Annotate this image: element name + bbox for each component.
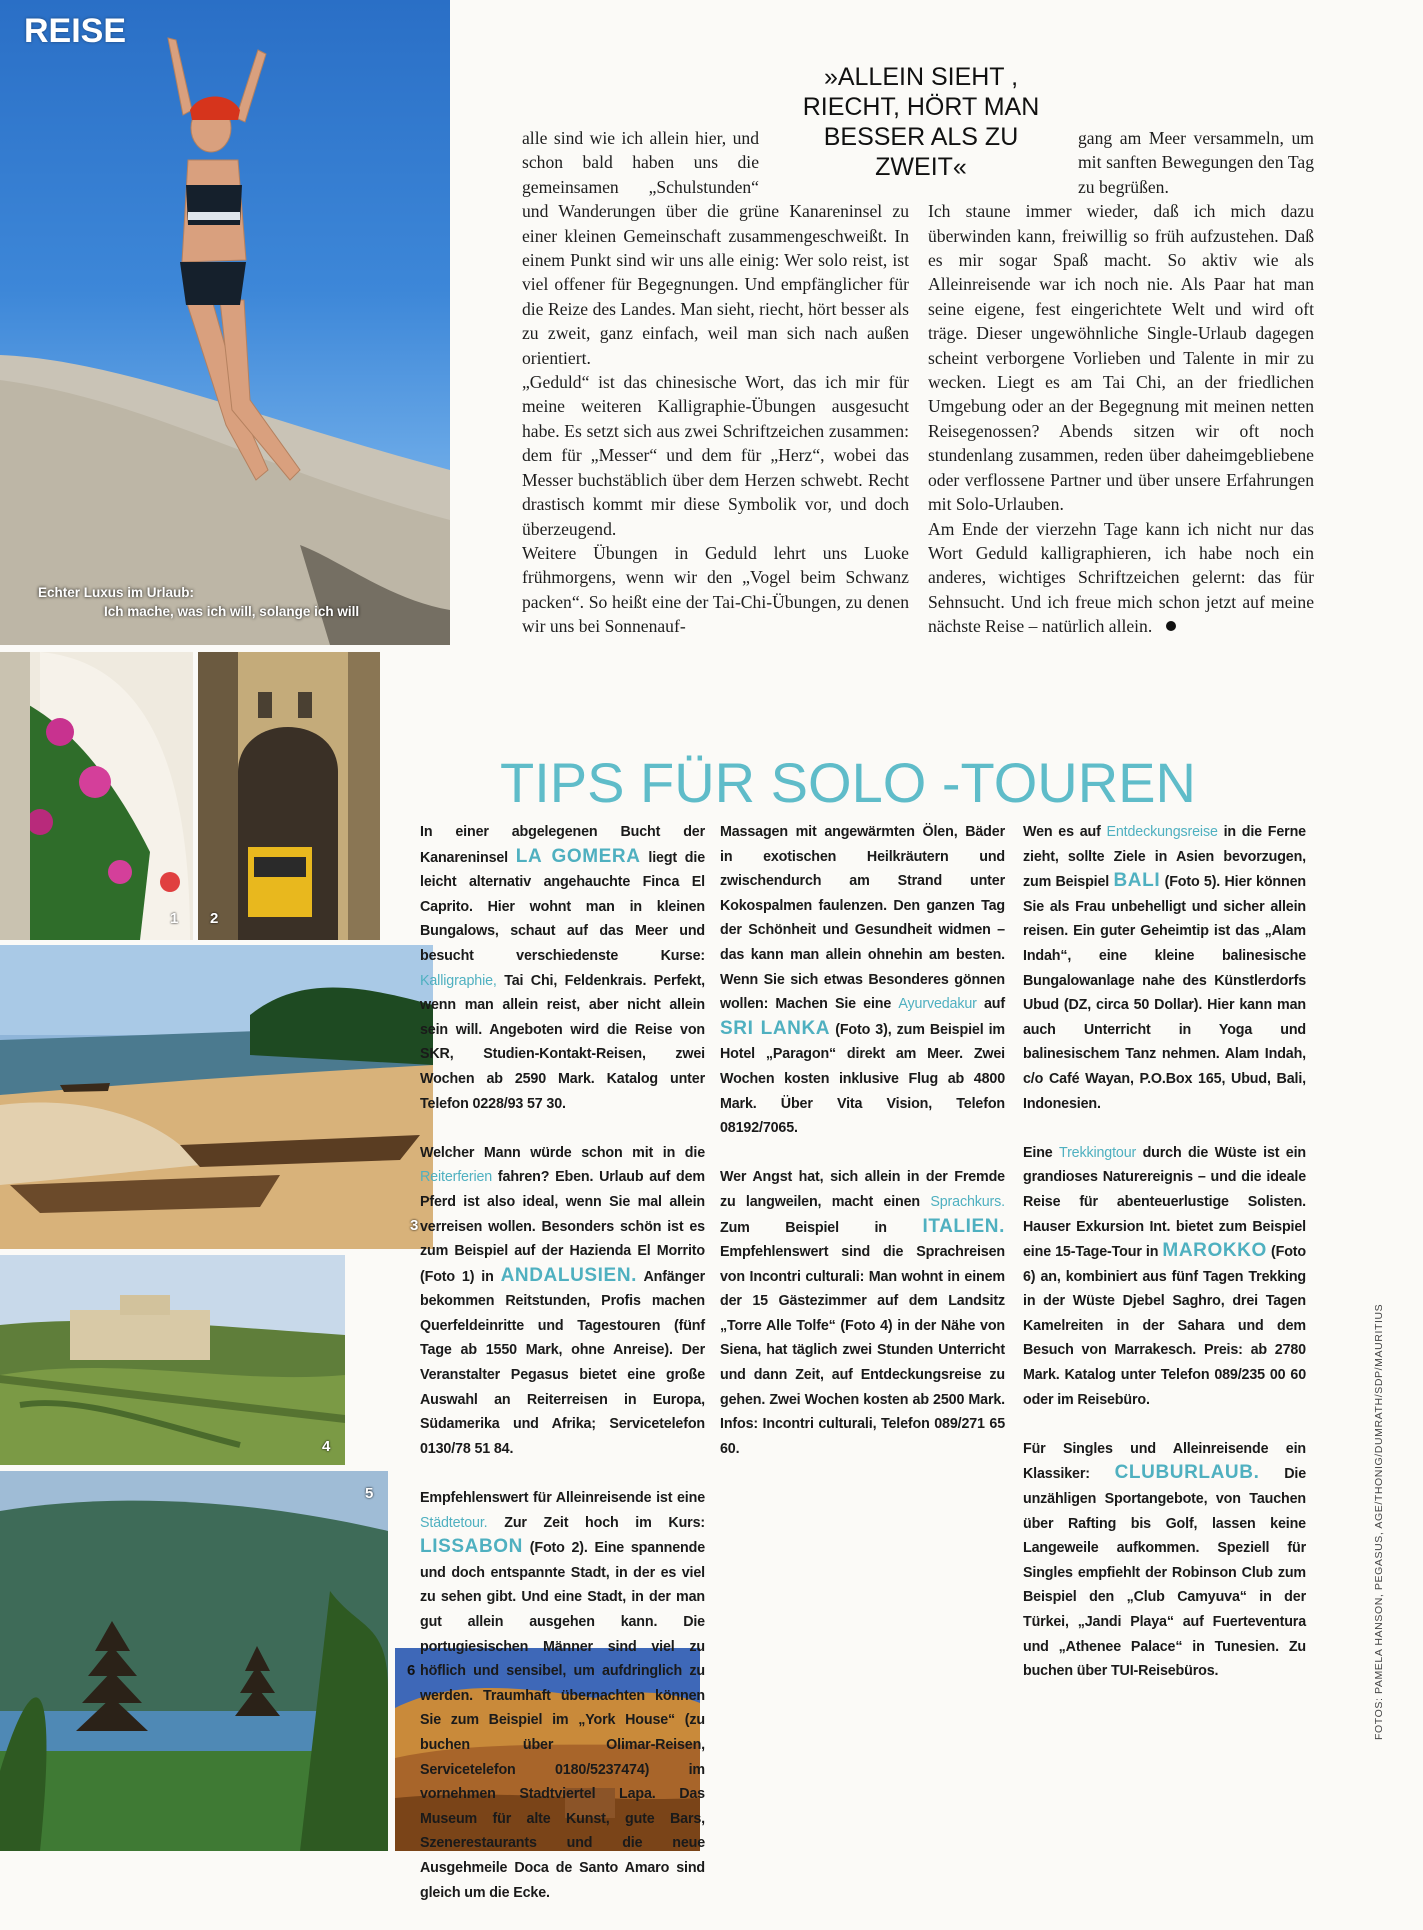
photo-number-4: 4 (322, 1438, 331, 1455)
place-bali: BALI (1113, 870, 1161, 892)
tip7-text-b: durch die Wüste ist ein grandioses Naturereignis – und die ideale Reise für abenteuerlustige Solisten. Hauser Exkursion Int. bietet zum Beispiel eine 15-Tage-Tour in (1023, 1144, 1306, 1261)
place-italien: ITALIEN. (922, 1215, 1005, 1237)
hero-photo (0, 0, 450, 645)
article-col1-para1: alle sind wie ich allein hier, und schon bald haben uns die gemeinsamen „Schulstunden“ und Wanderungen über die grüne Kanareninsel zu einer kleinen Gemeinschaft zusammengeschweißt. In einem Punkt sind wir uns alle einig: Wer solo reist, ist viel offener für Begegnungen. Und empfänglicher für die Reize des Landes. Man sieht, riecht, hört besser als zu zweit, ganz einfach, weil man sich nach außen orientiert. (522, 128, 909, 368)
tip4-text-b: auf (983, 996, 1005, 1013)
article-col2-para2 (928, 517, 1314, 639)
tip-andalusien (420, 1141, 705, 1462)
tip2-text-c: Anfänger bekommen Reitstunden, Profis machen Querfeldeinritte und Tagestouren (fünf Tage ab 1550 Mark, ohne Anreise). Der Veranstalter Pegasus bietet eine große Auswahl an Reiterreisen in Europa, Südamerika und Afrika; Servicetelefon 0130/78 51 84. (420, 1268, 705, 1457)
tip2-text-b: fahren? Eben. Urlaub auf dem Pferd ist also ideal, wenn Sie mal allein verreisen wollen. Besonders schön ist es zum Beispiel auf der Hazienda El Morrito (Foto 1) in (420, 1169, 705, 1285)
photo-number-2: 2 (210, 910, 219, 927)
place-marokko: MAROKKO (1162, 1240, 1267, 1262)
beach-boats-illustration (0, 945, 433, 1249)
hero-caption-line1: Echter Luxus im Urlaub: (38, 585, 195, 600)
tip-marokko (1023, 1141, 1306, 1413)
article-col1-para3: Weitere Übungen in Geduld lehrt uns Luoke frühmorgens, wenn wir den „Vogel beim Schwanz packen“. So heißt eine der Tai-Chi-Übungen, zu denen wir uns bei Sonnenauf- (522, 542, 909, 637)
hero-caption-line2: Ich mache, was ich will, solange ich will (104, 604, 360, 619)
photo-number-3: 3 (410, 1217, 419, 1234)
article-col1-para2: „Geduld“ ist das chinesische Wort, das ich mir für meine weiteren Kalligraphie-Übungen ausgesucht habe. Es setzt sich aus zwei Schriftzeichen zusammen: dem für „Messer“ und dem für „Herz“, wobei das Messer buchstäblich über dem Herzen schwebt. Recht drastisch kommt mir diese Symbolik vor, und doch überzeugend. (522, 372, 909, 539)
keyword-sprachkurs: Sprachkurs. (930, 1193, 1005, 1210)
place-sri-lanka: SRI LANKA (720, 1017, 831, 1039)
tip7-text-c: (Foto 6) an, kombiniert aus fünf Tagen Trekking in der Wüste Djebel Saghro, drei Tagen Kamelreiten in der Sahara und dem Besuch von Marrakesch. Preis: ab 2780 Mark. Katalog unter Telefon 089/235 00 60 oder im Reisebüro. (1023, 1244, 1306, 1408)
photo-number-5: 5 (365, 1485, 374, 1502)
photo-italy (0, 1255, 345, 1465)
pull-quote: »ALLEIN SIEHT , RIECHT, HÖRT MAN BESSER ALS ZU ZWEIT« (802, 63, 1040, 181)
keyword-ayurvedakur: Ayurvedakur (898, 996, 977, 1013)
tip3-text-c: (Foto 2). Eine spannende und doch entspannte Stadt, in der es viel zu sehen gibt. Und eine Stadt, in der man gut allein ausgehen kann. Die portugiesischen Männer sind viel zu höflich und sensibel, um aufdringlich zu werden. Traumhaft übernachten können Sie zum Beispiel im „York House“ (zu buchen über Olimar-Reisen, Servicetelefon 0180/5237474) im vornehmen Stadtviertel Lapa. Das Museum für alte Kunst, gute Bars, Szenerestaurants und die neue Ausgehmeile Doca de Santo Amaro sind gleich um die Ecke. (420, 1540, 705, 1901)
tip-la-gomera (420, 820, 705, 1116)
tip6-text-b: in die Ferne zieht, sollte Ziele in Asien bevorzugen, zum Beispiel (1023, 824, 1306, 891)
hero-caption (38, 583, 359, 621)
tip3-text-a: Empfehlenswert für Alleinreisende ist eine (420, 1490, 705, 1507)
tuscan-villa-illustration (0, 1255, 345, 1465)
tip-bali (1023, 820, 1306, 1116)
article-column-2 (928, 126, 1314, 639)
tip6-text-a: Wen es auf (1023, 824, 1101, 840)
tip7-text-a: Eine (1023, 1144, 1053, 1161)
tip6-text-c: (Foto 5). Hier können Sie als Frau unbehelligt und sicher allein reisen. Ein guter Geheimtip ist das „Alam Indah“, eine kleine balinesische Bungalowanlage nahe des Künstlerdorfs Ubud (DZ, circa 50 Dollar). Hier kann man auch Unterricht in Yoga und balinesischem Tanz nehmen. Alam Indah, c/o Café Wayan, P.O.Box 165, Ubud, Bali, Indonesien. (1023, 874, 1306, 1112)
tip-sri-lanka (720, 820, 1005, 1141)
place-lissabon: LISSABON (420, 1536, 523, 1558)
tip1-text-a: In einer abgelegenen Bucht der Kanareninsel (420, 824, 705, 866)
keyword-entdeckungsreise: Entdeckungsreise (1106, 824, 1218, 840)
article-col2-para1: Ich staune immer wieder, daß ich mich dazu überwinden kann, freiwillig so früh aufzustehen. Daß es mir sogar Spaß macht. So aktiv wie als Alleinreisende war ich noch nie. Als Paar hat man seine eigene, fest eingerichtete Welt und wird oft träge. Dieser ungewöhnliche Single-Urlaub dagegen scheint verborgene Vorlieben und Talente in mir zu wecken. Liegt es am Tai Chi, an der friedlichen Umgebung oder an der Begegnung mit meinen netten Reisegenossen? Abends sitzen wir oft noch stundenlang zusammen, reden über daheimgebliebene oder verflossene Partner und über unsere Erfahrungen mit Solo-Urlauben. (928, 201, 1314, 515)
section-label: REISE (24, 12, 127, 50)
tip4-text-c: (Foto 3), zum Beispiel im Hotel „Paragon“ direkt am Meer. Zwei Wochen kosten inklusive Flug ab 4800 Mark. Über Vita Vision, Telefon 08192/7065. (720, 1021, 1005, 1137)
photo-bali (0, 1471, 388, 1851)
dune-jumper-illustration (0, 0, 450, 645)
tip-lissabon (420, 1486, 705, 1905)
tips-column-2 (720, 820, 1005, 1486)
tip-italien (720, 1165, 1005, 1461)
keyword-kalligraphie: Kalligraphie, (420, 972, 497, 989)
tips-column-3 (1023, 820, 1306, 1708)
photo-number-6: 6 (407, 1662, 416, 1679)
tip1-text-c: Tai Chi, Feldenkrais. Perfekt, wenn man allein reist, aber nicht allein sein will. Angeboten wird die Reise von SKR, Studien-Kontakt-Reisen, zwei Wochen ab 2590 Mark. Katalog unter Telefon 0228/93 57 30. (420, 972, 705, 1112)
tip-cluburlaub (1023, 1437, 1306, 1684)
photo-lisbon (198, 652, 380, 940)
lisbon-tram-illustration (198, 652, 380, 940)
tip8-text-b: Die unzähligen Sportangebote, von Tauchen über Rafting bis Golf, lassen keine Langeweile aufkommen. Speziell für Singles empfiehlt der Robinson Club zum Beispiel den „Club Camyuva“ in der Türkei, „Jandi Playa“ auf Fuerteventura und „Athenee Palace“ in Tunesien. Zu buchen über TUI-Reisebüros. (1023, 1466, 1307, 1680)
tip2-text-a: Welcher Mann würde schon mit in die (420, 1144, 705, 1161)
photo-hazienda (0, 652, 193, 940)
tip1-text-b: liegt die leicht alternativ angehauchte Finca El Caprito. Hier wohnt man in kleinen Bungalows, schaut auf das Meer und besucht verschiedenste Kurse: (420, 849, 706, 964)
keyword-reiterferien: Reiterferien (420, 1169, 493, 1186)
end-bullet (1166, 621, 1176, 631)
photo-number-1: 1 (170, 910, 179, 927)
tip5-text-c: Empfehlenswert sind die Sprachreisen von Incontri culturali: Man wohnt in einem der 15 Gästezimmer auf dem Landsitz „Torre Alle Tolfe“ (Foto 4) in der Nähe von Siena, hat täglich zwei Stunden Unterricht und dann Zeit, auf Entdeckungsreise zu gehen. Zwei Wochen kosten ab 2500 Mark. Infos: Incontri culturali, Telefon 089/271 65 60. (720, 1244, 1005, 1457)
tip4-text-a: Massagen mit angewärmten Ölen, Bäder in exotischen Heilkräutern und zwischendurch am Strand unter Kokospalmen faulenzen. Den ganzen Tag der Schönheit und Gesundheit widmen – das kann man allein ohnehin am besten. Wenn Sie sich etwas Besonderes gönnen wollen: Machen Sie eine (720, 824, 1005, 1013)
place-la-gomera: LA GOMERA (515, 845, 641, 867)
photo-credit: FOTOS: PAMELA HANSON, PEGASUS, AGE/THONIG/DUMRATH/SDP/MAURITIUS (1373, 1303, 1385, 1740)
place-andalusien: ANDALUSIEN. (500, 1264, 638, 1286)
article-column-1 (522, 126, 909, 639)
keyword-trekkingtour: Trekkingtour (1059, 1144, 1137, 1161)
keyword-staedtetour: Städtetour. (420, 1514, 488, 1531)
tip5-text-a: Wer Angst hat, sich allein in der Fremde zu langweilen, macht einen (720, 1169, 1005, 1210)
tips-heading: TIPS FÜR SOLO -TOUREN (500, 751, 1196, 814)
hazienda-illustration (0, 652, 193, 940)
photo-sri-lanka (0, 945, 433, 1249)
tips-column-1 (420, 820, 705, 1930)
article-col2-para2-text: Am Ende der vierzehn Tage kann ich nicht nur das Wort Geduld kalligraphieren, ich habe noch ein anderes, wichtiges Schriftzeichen gelernt: das für Sehnsucht. Und ich freue mich schon jetzt auf meine nächste Reise – natürlich allein. (928, 518, 1314, 637)
tip8-text-a: Für Singles und Alleinreisende ein Klassiker: (1023, 1440, 1306, 1483)
bali-temple-illustration (0, 1471, 388, 1851)
tip3-text-b: Zur Zeit hoch im Kurs: (504, 1514, 705, 1531)
article-col2-para0: gang am Meer versammeln, um mit sanften Bewegungen den Tag zu begrüßen. (1078, 128, 1314, 197)
place-cluburlaub: CLUBURLAUB. (1114, 1462, 1260, 1484)
tip5-text-b: Zum Beispiel in (720, 1219, 887, 1236)
